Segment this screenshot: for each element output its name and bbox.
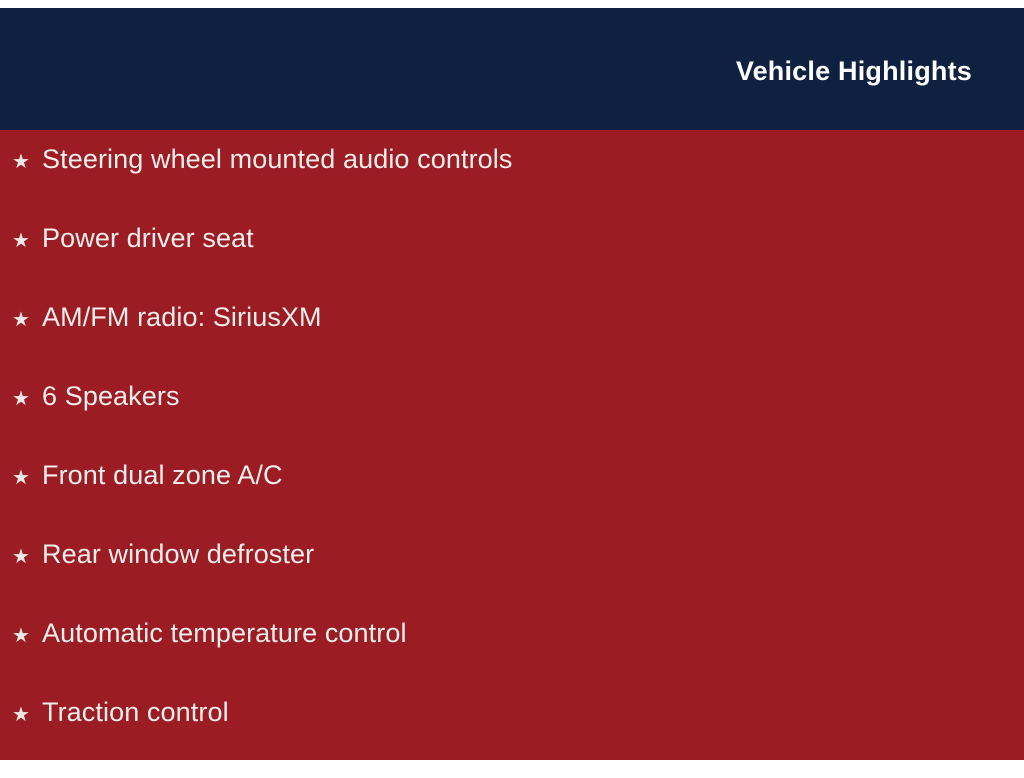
list-item bbox=[0, 304, 1024, 383]
bullet-list bbox=[0, 146, 1024, 778]
list-item-label: Steering wheel mounted audio controls bbox=[42, 144, 513, 174]
star-icon: ★ bbox=[12, 309, 30, 331]
star-icon: ★ bbox=[12, 625, 30, 647]
star-icon: ★ bbox=[12, 704, 30, 726]
list-item bbox=[0, 462, 1024, 541]
list-item bbox=[0, 383, 1024, 462]
star-icon: ★ bbox=[12, 151, 30, 173]
list-item-label: Rear window defroster bbox=[42, 539, 315, 569]
footer-strip bbox=[0, 760, 1024, 768]
list-item-label: Front dual zone A/C bbox=[42, 460, 283, 490]
list-item-label: Power driver seat bbox=[42, 223, 254, 253]
list-item-label: Traction control bbox=[42, 697, 229, 727]
list-item-label: 6 Speakers bbox=[42, 381, 180, 411]
list-item-label: Automatic temperature control bbox=[42, 618, 407, 648]
star-icon: ★ bbox=[12, 546, 30, 568]
star-icon: ★ bbox=[12, 467, 30, 489]
list-item-label: AM/FM radio: SiriusXM bbox=[42, 302, 322, 332]
header-band bbox=[0, 8, 1024, 130]
list-item bbox=[0, 541, 1024, 620]
star-icon: ★ bbox=[12, 230, 30, 252]
list-item bbox=[0, 225, 1024, 304]
list-item bbox=[0, 620, 1024, 699]
list-item bbox=[0, 146, 1024, 225]
star-icon: ★ bbox=[12, 388, 30, 410]
page-title: Vehicle Highlights bbox=[735, 56, 972, 86]
